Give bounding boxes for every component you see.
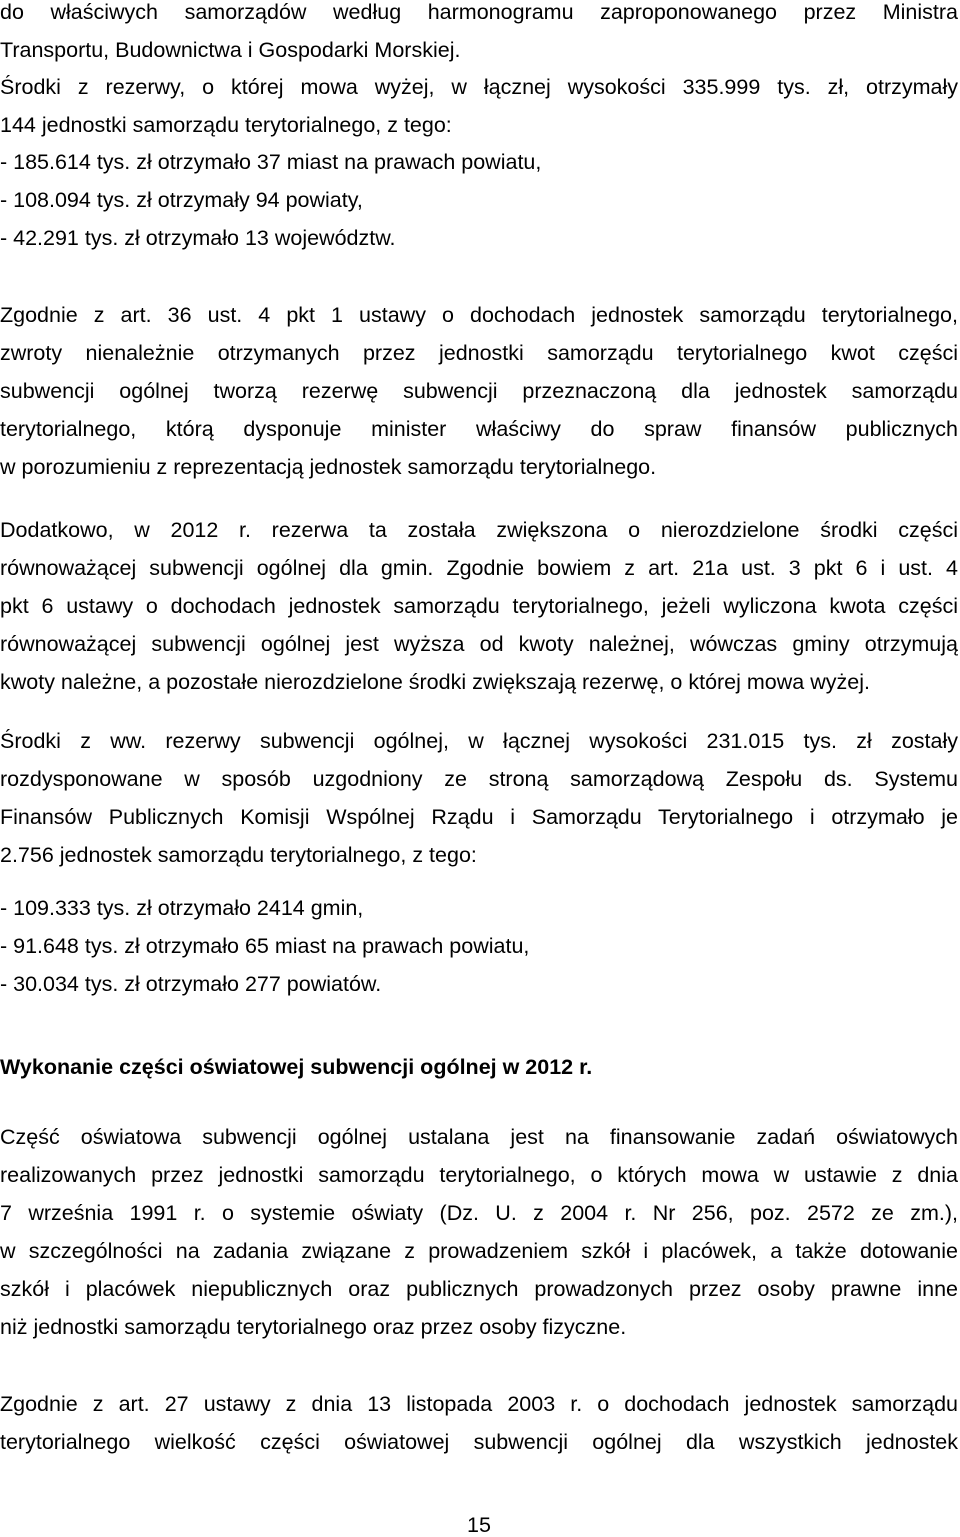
list-item: - 185.614 tys. zł otrzymało 37 miast na prawach powiatu,	[0, 150, 542, 174]
list-item: - 109.333 tys. zł otrzymało 2414 gmin,	[0, 896, 364, 920]
text-line: 2.756 jednostek samorządu terytorialnego, z tego:	[0, 843, 477, 867]
text-line: do właściwych samorządów według harmonogramu zaproponowanego przez Ministra	[0, 0, 958, 24]
text-line: Część oświatowa subwencji ogólnej ustalana jest na finansowanie zadań oświatowych	[0, 1125, 958, 1149]
text-line: Dodatkowo, w 2012 r. rezerwa ta została zwiększona o nierozdzielone środki części	[0, 518, 958, 542]
text-line: 144 jednostki samorządu terytorialnego, z tego:	[0, 113, 452, 137]
text-line: Zgodnie z art. 27 ustawy z dnia 13 listopada 2003 r. o dochodach jednostek samorządu	[0, 1392, 958, 1416]
text-line: w szczególności na zadania związane z prowadzeniem szkół i placówek, a także dotowanie	[0, 1239, 958, 1263]
bullet-list	[0, 150, 958, 264]
paragraph	[0, 303, 958, 493]
bullet-list	[0, 896, 958, 1010]
text-line: Środki z rezerwy, o której mowa wyżej, w łącznej wysokości 335.999 tys. zł, otrzymały	[0, 75, 958, 99]
text-line: Zgodnie z art. 36 ust. 4 pkt 1 ustawy o dochodach jednostek samorządu terytorialnego,	[0, 303, 958, 327]
paragraph	[0, 0, 958, 76]
text-line: realizowanych przez jednostki samorządu terytorialnego, o których mowa w ustawie z dnia	[0, 1163, 958, 1187]
list-item: - 108.094 tys. zł otrzymały 94 powiaty,	[0, 188, 363, 212]
text-line: terytorialnego, którą dysponuje minister właściwy do spraw finansów publicznych	[0, 417, 958, 441]
text-line: 7 września 1991 r. o systemie oświaty (Dz. U. z 2004 r. Nr 256, poz. 2572 ze zm.),	[0, 1201, 958, 1225]
list-item: - 42.291 tys. zł otrzymało 13 województw.	[0, 226, 396, 250]
text-line: pkt 6 ustawy o dochodach jednostek samorządu terytorialnego, jeżeli wyliczona kwota części	[0, 594, 958, 618]
section-heading	[0, 1055, 958, 1093]
paragraph	[0, 729, 958, 881]
paragraph	[0, 1392, 958, 1468]
heading-line: Wykonanie części oświatowej subwencji ogólnej w 2012 r.	[0, 1055, 593, 1079]
list-item: - 91.648 tys. zł otrzymało 65 miast na prawach powiatu,	[0, 934, 530, 958]
paragraph	[0, 518, 958, 708]
text-line: subwencji ogólnej tworzą rezerwę subwencji przeznaczoną dla jednostek samorządu	[0, 379, 958, 403]
text-line: niż jednostki samorządu terytorialnego oraz przez osoby fizyczne.	[0, 1315, 627, 1339]
text-line: zwroty nienależnie otrzymanych przez jednostki samorządu terytorialnego kwot części	[0, 341, 958, 365]
text-line: kwoty należne, a pozostałe nierozdzielone środki zwiększają rezerwę, o której mowa wyżej.	[0, 670, 870, 694]
text-line: Finansów Publicznych Komisji Wspólnej Rządu i Samorządu Terytorialnego i otrzymało je	[0, 805, 958, 829]
text-line: terytorialnego wielkość części oświatowej subwencji ogólnej dla wszystkich jednostek	[0, 1430, 958, 1454]
paragraph	[0, 75, 958, 151]
text-line: Transportu, Budownictwa i Gospodarki Morskiej.	[0, 38, 461, 62]
text-line: szkół i placówek niepublicznych oraz publicznych prowadzonych przez osoby prawne inne	[0, 1277, 958, 1301]
text-line: równoważącej subwencji ogólnej dla gmin. Zgodnie bowiem z art. 21a ust. 3 pkt 6 i ust. 4	[0, 556, 958, 580]
paragraph	[0, 1125, 958, 1353]
list-item: - 30.034 tys. zł otrzymało 277 powiatów.	[0, 972, 382, 996]
text-line: rozdysponowane w sposób uzgodniony ze stroną samorządową Zespołu ds. Systemu	[0, 767, 958, 791]
page-number: 15	[467, 1513, 491, 1537]
text-line: Środki z ww. rezerwy subwencji ogólnej, w łącznej wysokości 231.015 tys. zł zostały	[0, 729, 958, 753]
text-line: w porozumieniu z reprezentacją jednostek samorządu terytorialnego.	[0, 455, 657, 479]
text-line: równoważącej subwencji ogólnej jest wyższa od kwoty należnej, wówczas gminy otrzymują	[0, 632, 958, 656]
